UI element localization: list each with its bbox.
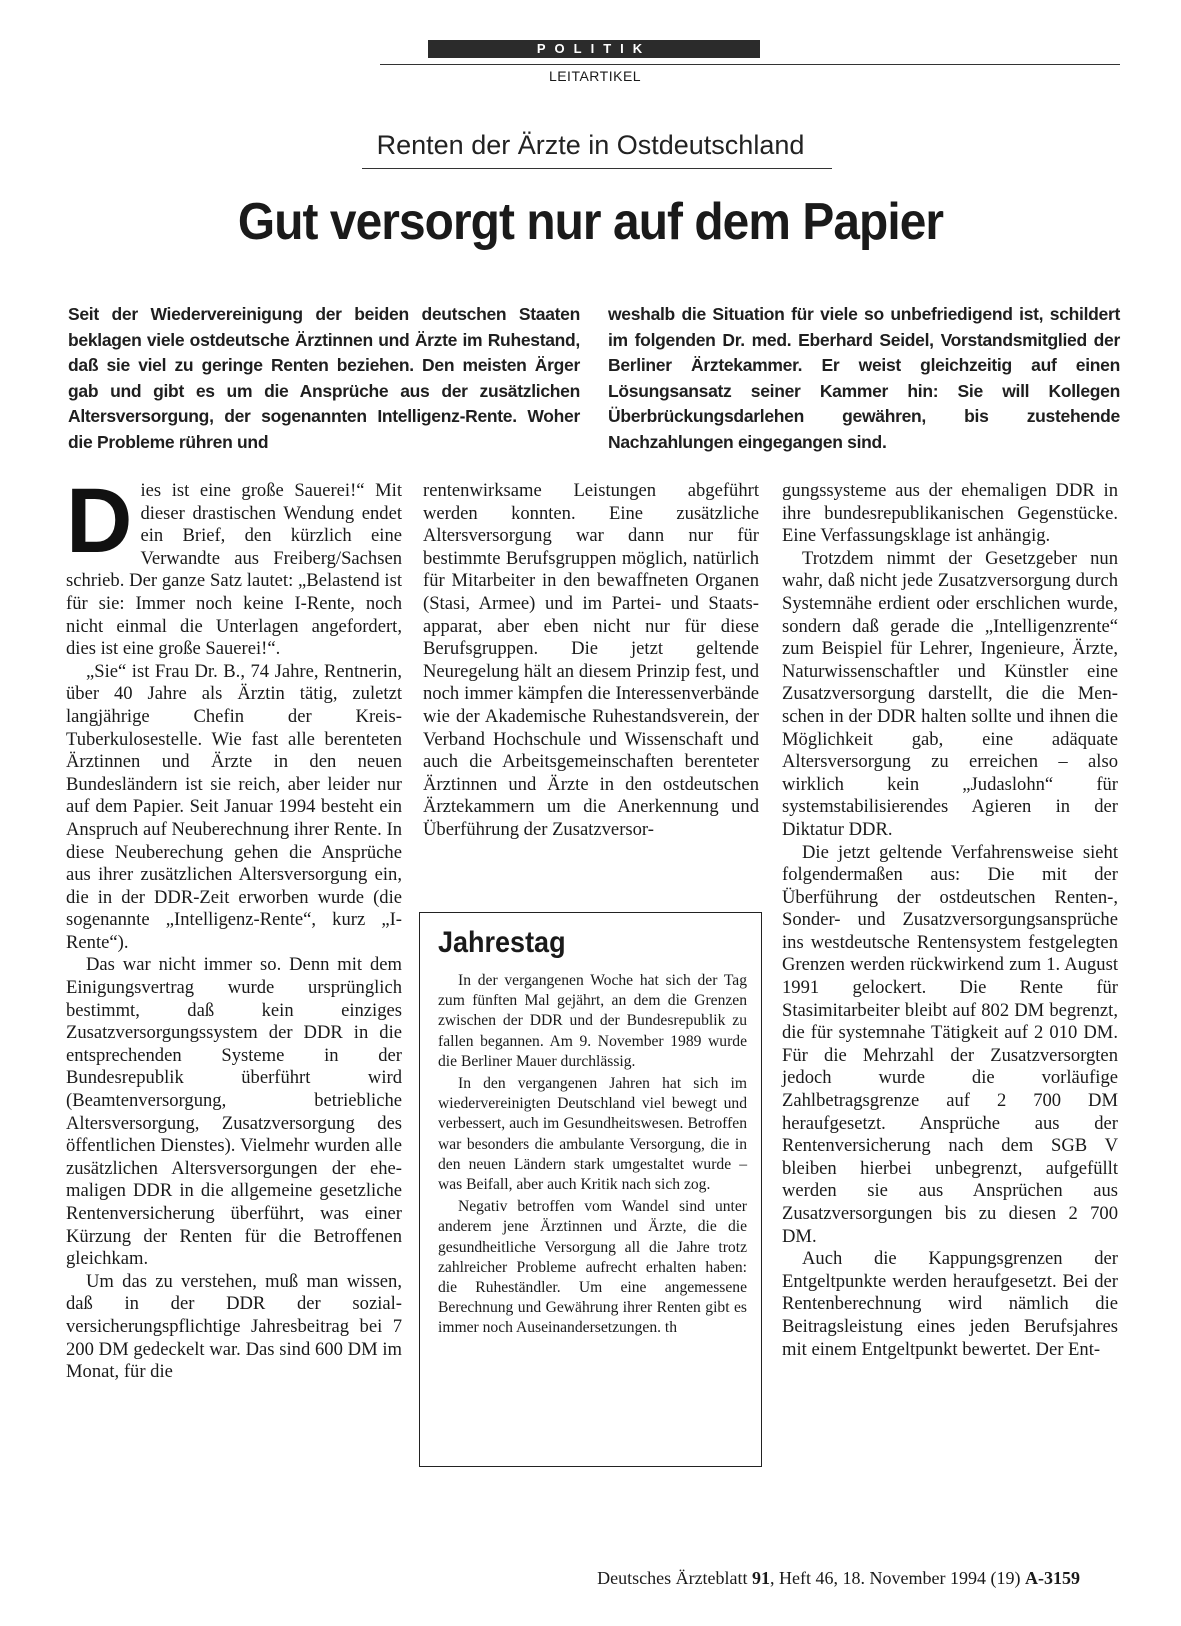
body-paragraph: Das war nicht immer so. Denn mit dem Einigungsvertrag wurde ursprünglich bestimmt, daß kein einziges Zusatzversorgungssystem der DDR in die entsprechenden Systeme in der Bundesrepublik überführt wird (Beamtenversorgung, betriebliche Altersversorgung, Zusatzversorgung des öffentlichen Dienstes). Vielmehr wurden alle zusätzlichen Altersversorgungen der ehemaligen DDR in die allgemeine gesetzliche Rentenversicherung überführt, was einer Kürzung der Renten für die Betroffenen gleichkam. [66,954,402,1270]
body-paragraph: „Sie“ ist Frau Dr. B., 74 Jahre, Rentnerin, über 40 Jahre als Ärztin tätig, zuletzt langjährige Chefin der Kreis-Tuberkulosestelle. Wie fast alle berenteten Ärztinnen und Ärzte in den neuen Bundesländern ist sie reich, aber leider nur auf dem Papier. Seit Januar 1994 besteht ein Anspruch auf Neuberechnung ihrer Rente. In diese Neuberechung gehen die Ansprüche aus ihrer zusätzlichen Altersversorgung ein, die in der DDR-Zeit erworben wurde (die sogenannte „Intelligenz-Rente“, kurz „I-Rente“). [66,660,402,953]
subsection-label: LEITARTIKEL [548,68,642,84]
body-paragraph: Auch die Kappungsgrenzen der Entgeltpunkte werden heraufgesetzt. Bei der Rentenberechnung wird nämlich die Beitragsleistung eines jeden Berufsjahres mit einem Entgeltpunkt bewertet. Der Ent- [782,1248,1118,1360]
article-headline: Gut versorgt nur auf dem Papier [237,193,944,251]
sidebar-paragraph: Negativ betroffen vom Wandel sind unter anderem jene Ärztinnen und Ärzte, die die gesundheitliche Versorgung all die Jahre trotz zahlreicher Probleme aufrecht erhalten haben: die Ruheständler. Um eine angemessene Berechnung und Gewährung ihrer Renten gibt es immer noch Auseinandersetzungen. th [438,1198,747,1337]
body-column-3 [782,480,1118,1361]
sidebar-title: Jahrestag [438,926,566,959]
body-paragraph: Trotzdem nimmt der Gesetzgeber nun wahr, daß nicht jede Zusatzversorgung durch Systemnähe erdient oder erschlichen wurde, sondern daß gerade die „Intelligenzrente“ zum Beispiel für Lehrer, Ingenieure, Ärzte, Naturwissenschaftler und Künstler eine Zusatzversorgung darstellt, die die Menschen in der DDR halten sollte und ihnen die Möglichkeit gab, eine adäquate Altersversorgung zu erreichen – also wirklich kein „Judaslohn“ für systemstabilisierendes Agieren in der Diktatur DDR. [782,547,1118,840]
page-number: A-3159 [1025,1568,1080,1588]
body-paragraph: gungssysteme aus der ehemaligen DDR in ihre bundesrepublikanischen Gegenstücke. Eine Verfassungsklage ist anhängig. [782,480,1118,547]
section-label: POLITIK [428,40,760,58]
page-footer [520,1568,1080,1589]
body-column-1 [66,470,402,1384]
body-paragraph: Um das zu verstehen, muß man wissen, daß in der DDR der sozialversicherungspflichtige Jahresbeitrag bei 7 200 DM gedeckelt war. Das sind 600 DM im Monat, für die [66,1270,402,1383]
journal-name: Deutsches Ärzteblatt [597,1568,753,1588]
sidebar-paragraph: In den vergangenen Jahren hat sich im wiedervereinigten Deutschland viel bewegt und verbessert, auch im Gesundheitswesen. Betroffen war besonders die ambulante Versorgung, die in den neuen Ländern stark umgestaltet wurde – was Beifall, aber auch Kritik nach sich zog. [438,1075,747,1194]
sidebar-box [419,912,762,1467]
lead-paragraph-right: weshalb die Situation für viele so unbefriedigend ist, schildert im folgenden Dr. med. Eberhard Seidel, Vorstandsmitglied der Berliner Ärztekammer. Er weist gleichzeitig auf einen Lösungsansatz seiner Kammer hin: Sie will Kollegen Überbrückungsdarlehen gewähren, bis zustehende Nachzahlungen eingegangen sind. [608,304,1120,452]
kicker-rule [362,168,832,169]
issue-date: , Heft 46, 18. November 1994 (19) [770,1568,1025,1588]
body-column-2 [423,480,759,842]
drop-cap: D [66,470,133,572]
body-paragraph: rentenwirksame Leistungen abgeführt werden konnten. Eine zusätzliche Altersversorgung war dann nur für bestimmte Berufsgruppen möglich, natürlich für Mitarbeiter in den bewaffneten Organen (Stasi, Armee) und im Partei- und Staatsapparat, aber eben nicht nur für diese Berufsgruppen. Die jetzt geltende Neuregelung hält an diesem Prinzip fest, und noch immer kämpfen die Interessenverbände wie der Akademische Ruhestandsverein, der Verband Hochschule und Wissenschaft und auch die Arbeitsgemeinschaften berenteter Ärztinnen und Ärzte in den ostdeutschen Ärztekammern um die Anerkennung und Überführung der Zusatzversor- [423,480,759,840]
article-kicker: Renten der Ärzte in Ostdeutschland [376,130,805,160]
volume-number: 91 [752,1568,771,1588]
lead-paragraph-left: Seit der Wiedervereinigung der beiden deutschen Staaten beklagen viele ostdeutsche Ärztinnen und Ärzte im Ruhestand, daß sie viel zu geringe Renten beziehen. Den meisten Ärger gab und gibt es um die Ansprüche aus der zusätzlichen Altersversorgung, der sogenannten Intelligenz-Rente. Woher die Probleme rühren und [68,304,580,452]
body-paragraph [66,470,402,661]
body-paragraph-text: ies ist eine große Sauerei!“ Mit dieser drastischen Wendung endet ein Brief, den kürzlich eine Verwandte aus Freiberg/Sachsen schrieb. Der ganze Satz lautet: „Belastend ist für sie: Immer noch keine I-Rente, noch nicht einmal die Unterlagen angefordert, dies ist eine große Sauerei!“. [66,480,402,660]
body-paragraph: Die jetzt geltende Verfahrensweise sieht folgendermaßen aus: Die mit der Überführung der ostdeutschen Renten-, Sonder- und Zusatzversorgungsansprüche ins westdeutsche Rentensystem festgelegten Grenzen werden rückwirkend zum 1. August 1991 gelockert. Die Rente für Stasimitarbeiter bleibt auf 802 DM begrenzt, die für systemnahe Tätigkeit auf 2 010 DM. Für die Mehrzahl der Zusatzversorgten jedoch wurde die vorläufige Zahlbetragsgrenze auf 2 700 DM heraufgesetzt. Ansprüche aus der Rentenversicherung nach dem SGB V bleiben hierbei unbegrenzt, aufgefüllt werden sie aus Ansprüchen aus Zusatzversorgungen bis zu diesen 2 700 DM. [782,841,1118,1247]
sidebar-paragraph: In der vergangenen Woche hat sich der Tag zum fünften Mal gejährt, an dem die Grenzen zwischen der DDR und der Bundesrepublik zu fallen begannen. Am 9. November 1989 wurde die Berliner Mauer durchlässig. [438,972,747,1070]
header-rule [380,64,1120,65]
